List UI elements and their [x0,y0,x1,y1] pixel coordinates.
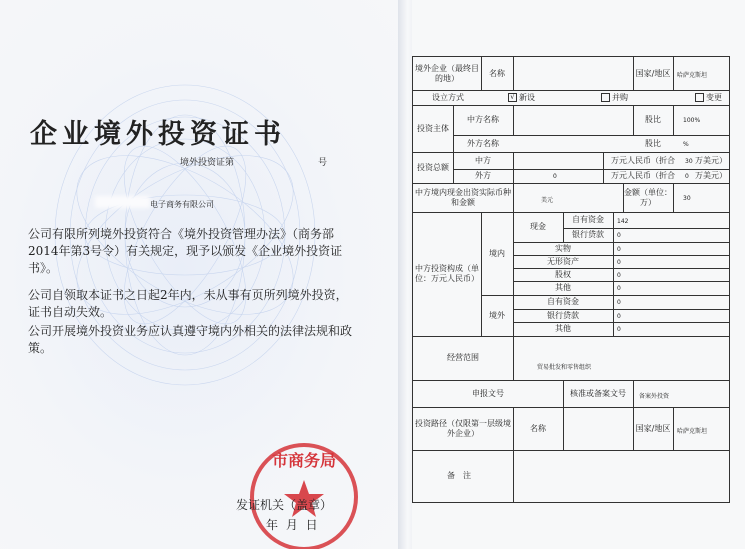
certificate-title: 企业境外投资证书 [30,119,286,150]
chinese-side-label: 中方 [475,155,491,165]
approval-number-label: 核准或备案文号 [570,388,626,398]
business-scope-label: 经营范围 [447,353,479,362]
path-country-label: 国家/地区 [635,423,671,433]
overseas-enterprise-label: 境外企业（最终目的地） [415,63,479,83]
equity-label: 股权 [555,269,571,279]
overseas-own-funds-label: 自有资金 [547,297,579,306]
foreign-amount: 0 [553,173,557,180]
foreign-usd-amount: 0 [685,173,689,180]
checkbox-new[interactable]: √ [508,93,517,102]
overseas-bank-loan-label: 银行贷款 [547,310,579,320]
own-funds-value: 142 [617,218,629,225]
total-investment-label: 投资总额 [417,162,449,172]
path-name-label: 名称 [530,423,546,433]
cash-contribution-label: 中方境内现金出资实际币种和金额 [415,187,511,207]
application-number-label: 申报文号 [472,388,504,398]
investor-label: 投资主体 [417,123,449,133]
intangible-assets-label: 无形资产 [547,256,579,266]
issue-date: 年 月 日 [266,518,320,532]
establishment-method-label: 设立方式 [432,92,464,102]
amount-label: 金额（单位：万） [624,187,672,207]
currency-value: 美元 [541,197,554,204]
enterprise-name-label: 名称 [489,68,505,78]
foreign-side-label: 外方 [475,171,491,180]
investment-path-label: 投资路径（仅限第一层级境外企业） [415,418,511,438]
intangible-assets-value: 0 [617,259,621,266]
checkbox-change[interactable] [695,93,704,102]
other-label: 其他 [555,283,571,292]
checkbox-merger[interactable] [601,93,610,102]
investment-details-table [412,56,730,503]
usd-unit-label: 万美元） [695,155,727,165]
issuing-authority: 发证机关（盖章） [236,498,333,512]
cny-unit-label: 万元人民币（折合 [611,155,675,165]
overseas-other-label: 其他 [555,324,571,333]
overseas-bank-loan-value: 0 [617,313,621,320]
domestic-label: 境内 [489,248,505,258]
country-value: 哈萨克斯坦 [677,72,708,79]
option-new[interactable]: √ 新设 [508,90,548,105]
path-country-value: 哈萨克斯坦 [677,428,708,435]
country-label: 国家/地区 [635,68,671,78]
overseas-own-funds-value: 0 [617,299,621,306]
share-ratio-label: 股比 [645,115,661,124]
certificate-paragraph-3: 公司开展境外投资业务应认真遵守境内外相关的法律法规和政策。 [28,324,353,355]
own-funds-label: 自有资金 [572,215,604,224]
bank-loan-label: 银行贷款 [572,230,604,239]
business-scope-value: 贸易批发和零售组织 [537,364,592,371]
other-value: 0 [617,285,621,292]
certificate-paragraph-1: 公司有限所列境外投资符合《境外投资管理办法》（商务部2014年第3号令）有关规定，现予以颁发《企业境外投资证书》。 [28,227,343,275]
certificate-paragraph-2: 公司自领取本证书之日起2年内，未从事有页所列境外投资，证书自动失效。 [28,288,348,319]
certificate-number-label: 境外投资证第 [180,158,235,168]
option-change[interactable]: 变更 [695,90,729,105]
overseas-other-value: 0 [617,326,621,333]
foreign-cny-unit-label: 万元人民币（折合 [611,171,675,180]
option-merger[interactable]: 并购 [601,90,641,105]
certificate-number-tail: 号 [318,158,328,168]
overseas-label: 境外 [489,310,505,320]
goods-label: 实物 [555,243,571,253]
goods-value: 0 [617,246,621,253]
seal-text: 市商务局 [271,451,337,470]
foreign-usd-unit-label: 万美元） [695,171,727,180]
foreign-share-ratio-value: % [683,141,689,148]
cash-label: 现金 [530,222,546,231]
remarks-label: 备注 [447,471,479,480]
chinese-name-label: 中方名称 [467,115,499,124]
bank-loan-value: 0 [617,232,621,239]
cny-usd-amount: 30 [685,158,693,165]
foreign-share-ratio-label: 股比 [645,138,661,148]
investment-composition-label: 中方投资构成（单位：万元人民币） [415,264,479,283]
share-ratio-value: 100% [683,117,701,124]
redacted-company-name [95,196,150,208]
equity-value: 0 [617,272,621,279]
amount-value: 30 [683,195,691,202]
foreign-name-label: 外方名称 [467,138,499,148]
company-name: 电子商务有限公司 [150,200,214,209]
approval-number-value: 备案外投资 [639,393,670,400]
